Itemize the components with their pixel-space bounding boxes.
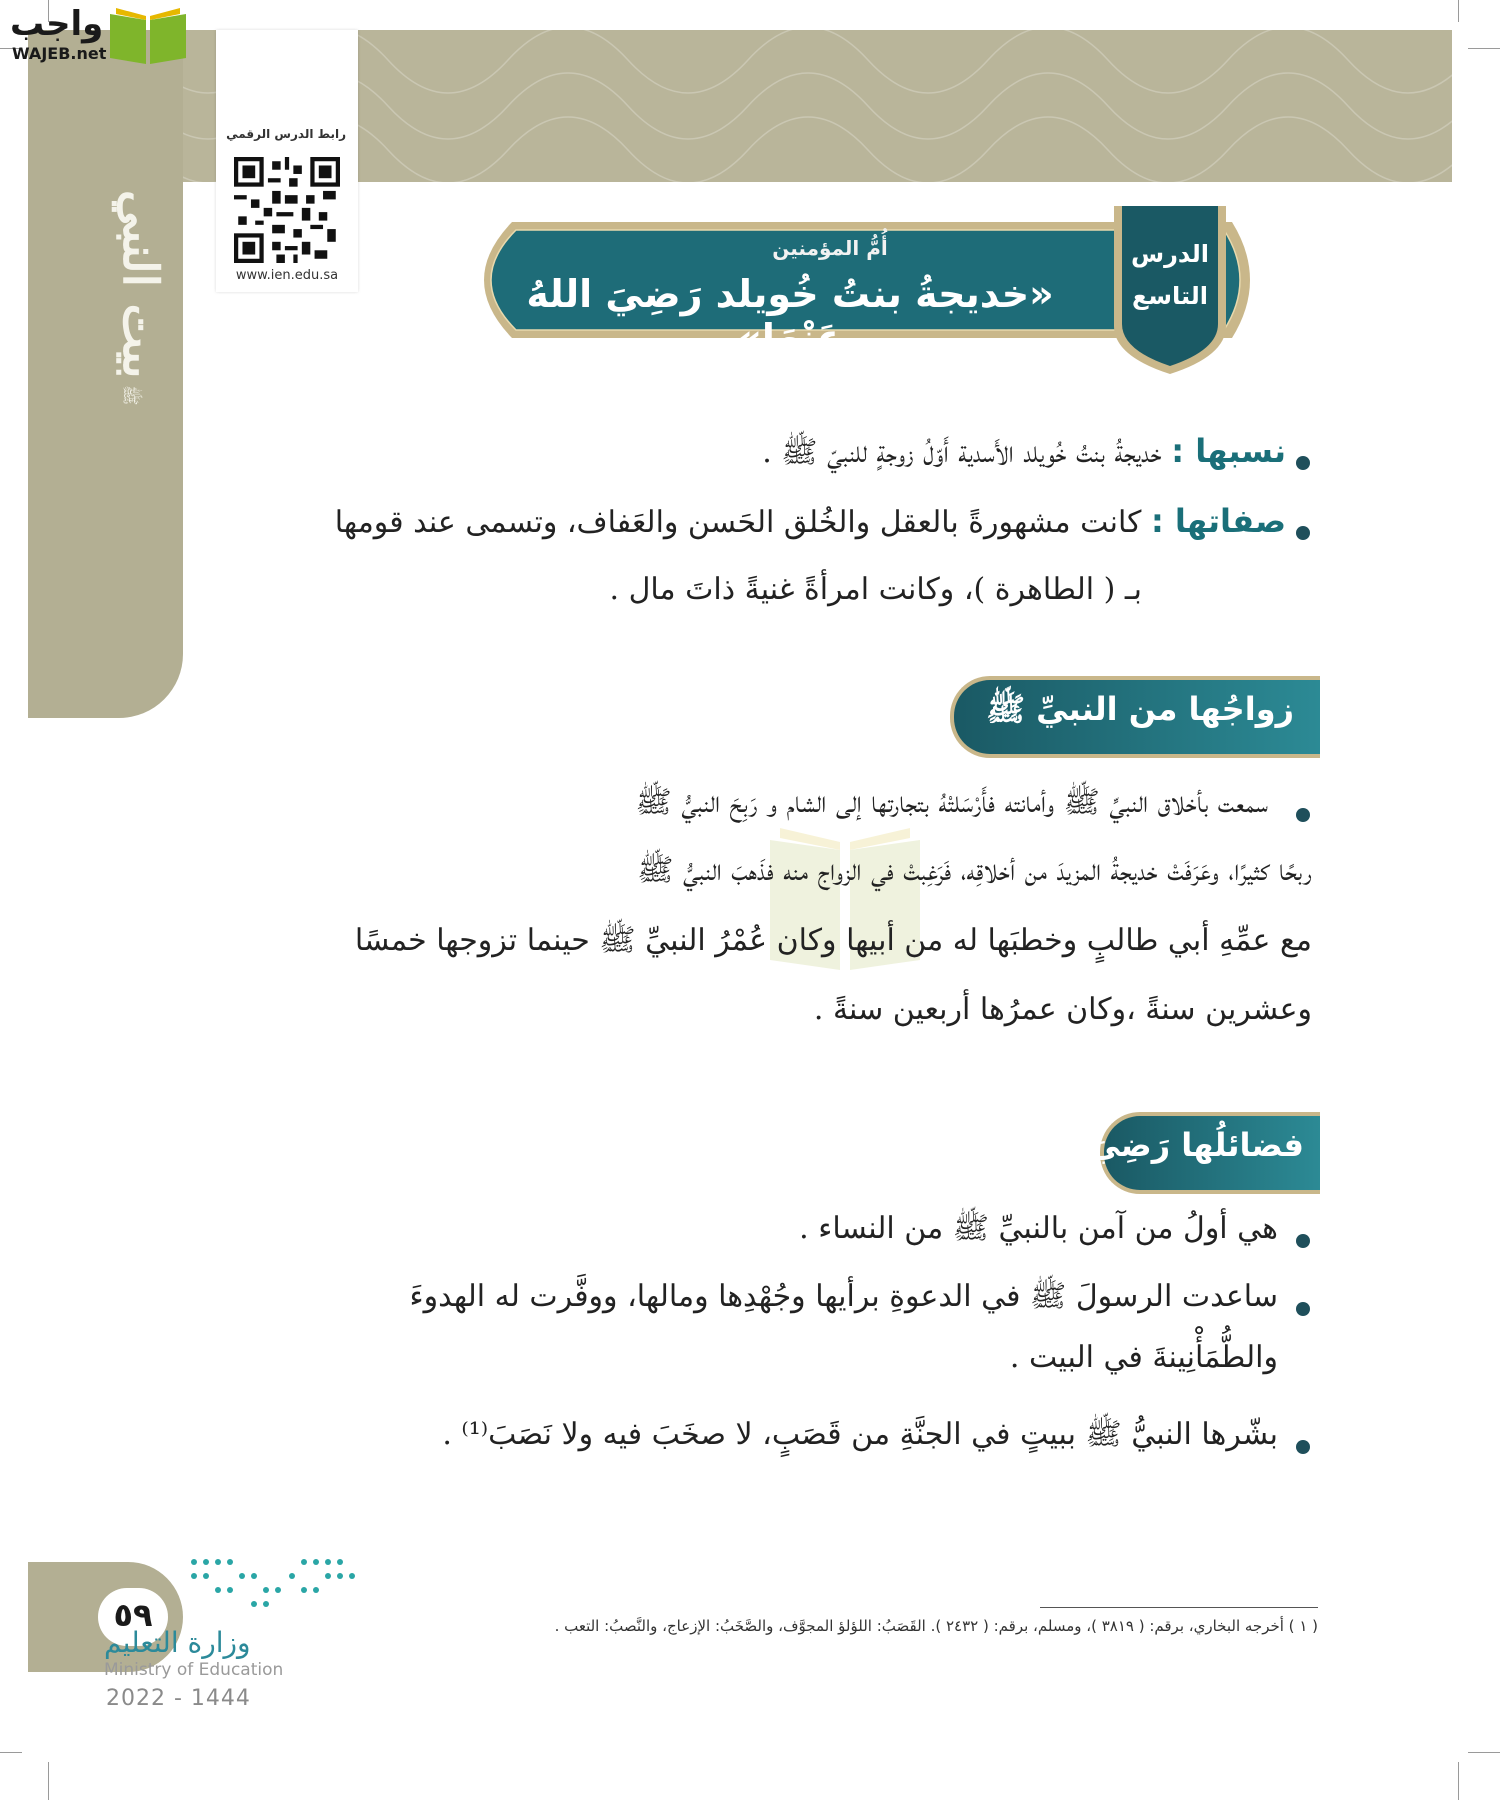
traits-text: كانت مشهورةً بالعقل والخُلق الحَسن والعَفاف، وتسمى عند قومها bbox=[334, 505, 1142, 540]
bullet bbox=[1296, 1302, 1310, 1316]
lesson-number-value: التاسع bbox=[1131, 282, 1209, 310]
lesson-subtitle: أُمُّ المؤمنين bbox=[772, 236, 888, 260]
marriage-line-1: سمعت بأخلاق النبيِّ ﷺ وأمانته فأَرْسَلتْهُ بتجارتها إلى الشام و رَبِحَ النبيُّ ﷺ bbox=[635, 785, 1268, 820]
marriage-line-3: مع عمِّهِ أبي طالبٍ وخطبَها له من أبيها وكان عُمْرُ النبيِّ ﷺ حينما تزوجها خمسًا bbox=[354, 923, 1312, 958]
lesson-number-label: الدرس bbox=[1130, 240, 1210, 268]
bullet bbox=[1296, 1440, 1310, 1454]
crop-mark bbox=[1468, 48, 1500, 49]
bullet bbox=[1296, 456, 1310, 470]
lineage-text: خديجةُ بنتُ خُويلد الأَسدية أَوّلُ زوجةٍ للنبيّ ﷺ . bbox=[762, 435, 1162, 470]
virtue-item-2: ساعدت الرسولَ ﷺ في الدعوةِ برأيها وجُهْدِها ومالها، ووفَّرت له الهدوءَ bbox=[409, 1279, 1278, 1314]
marriage-heading: زواجُها من النبيِّ ﷺ bbox=[986, 690, 1294, 728]
marriage-line-2: ربحًا كثيرًا، وعَرَفَتْ خديجةُ المزيدَ من أخلاقِه، فَرَغِبتْ في الزواج منه فذَهبَ النبيُّ ﷺ bbox=[637, 853, 1312, 888]
qr-url[interactable]: www.ien.edu.sa bbox=[235, 268, 339, 283]
crop-mark bbox=[1468, 1752, 1500, 1753]
bullet bbox=[1296, 1234, 1310, 1248]
qr-code-icon[interactable] bbox=[234, 157, 340, 263]
traits-text-2: بـ ( الطاهرة )، وكانت امرأةً غنيةً ذاتَ مال . bbox=[609, 572, 1142, 607]
footnote: ( ١ ) أخرجه البخاري، برقم: ( ٣٨١٩ )، ومسلم، برقم: ( ٢٤٣٢ ). القَصَبُ: اللؤلؤ المجوَّف، والصَّخَبُ: الإزعاج، والنَّصبُ: التعب . bbox=[554, 1617, 1318, 1635]
wajeb-logo: واجب bbox=[10, 4, 104, 44]
footnote-divider bbox=[1040, 1607, 1318, 1608]
virtues-heading: فضائلُها رَضِيَ اللهُ عَنْهَا bbox=[942, 1126, 1304, 1164]
lineage-line bbox=[762, 432, 1286, 477]
traits-line bbox=[335, 502, 1286, 540]
lineage-label: نسبها : bbox=[1171, 432, 1286, 470]
traits-label: صفاتها : bbox=[1150, 502, 1286, 540]
crop-mark bbox=[1458, 1762, 1459, 1800]
marriage-line-4: وعشرين سنةً ،وكان عمرُها أربعين سنةً . bbox=[813, 992, 1312, 1027]
honorific: ﷺ bbox=[120, 385, 140, 406]
wajeb-logo-en: WAJEB.net bbox=[12, 44, 107, 63]
lesson-title: «خديجةُ بنتُ خُويلد رَضِيَ اللهُ عَنْهَا» bbox=[526, 272, 1054, 360]
edition-year: 2022 - 1444 bbox=[106, 1686, 251, 1711]
book-icon bbox=[106, 4, 190, 68]
crop-mark bbox=[48, 1762, 49, 1800]
unit-title: بيت النبي bbox=[112, 190, 168, 379]
bullet bbox=[1296, 808, 1310, 822]
bullet bbox=[1296, 526, 1310, 540]
ministry-name-ar: وزارة التعليم bbox=[104, 1626, 251, 1659]
virtue-item-2-cont: والطُّمَأْنِينةَ في البيت . bbox=[1009, 1340, 1278, 1375]
crop-mark bbox=[0, 1752, 22, 1753]
qr-label: رابط الدرس الرقمي bbox=[226, 127, 346, 141]
page-number: ٥٩ bbox=[113, 1596, 153, 1634]
ministry-logo-icon bbox=[184, 1554, 356, 1618]
virtue-item-3: بشّرها النبيُّ ﷺ ببيتٍ في الجنَّةِ من قَصَبٍ، لا صخَبَ فيه ولا نَصَبَ⁽¹⁾ . bbox=[442, 1417, 1278, 1452]
ministry-name-en: Ministry of Education bbox=[104, 1660, 284, 1680]
virtue-item-1: هي أولُ من آمن بالنبيِّ ﷺ من النساء . bbox=[799, 1211, 1278, 1246]
crop-mark bbox=[1458, 0, 1459, 22]
